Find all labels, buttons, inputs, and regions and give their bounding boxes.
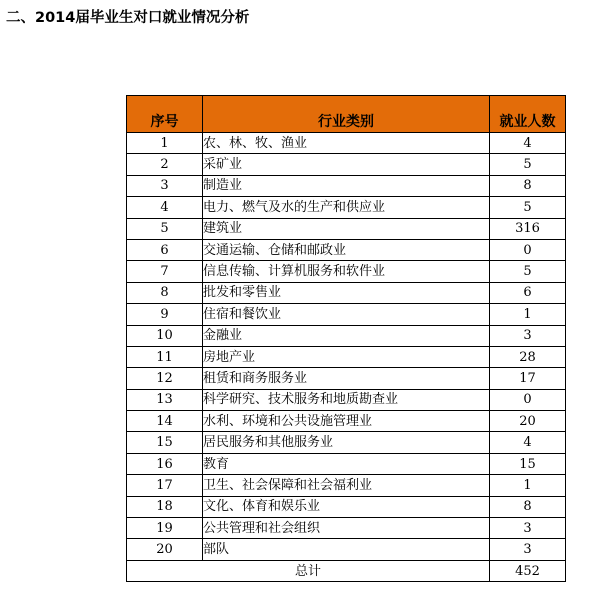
total-label: 总计 [127, 560, 490, 581]
total-count: 452 [490, 560, 566, 581]
row-serial-number: 18 [127, 496, 203, 517]
row-employment-count: 1 [490, 475, 566, 496]
row-employment-count: 17 [490, 368, 566, 389]
row-serial-number: 1 [127, 133, 203, 154]
row-industry-name: 水利、环境和公共设施管理业 [203, 411, 490, 432]
row-employment-count: 0 [490, 389, 566, 410]
table-row [127, 325, 566, 346]
table-row [127, 432, 566, 453]
section-title: 二、2014届毕业生对口就业情况分析 [6, 10, 250, 26]
table-row [127, 197, 566, 218]
row-industry-name: 教育 [203, 453, 490, 474]
table-row [127, 389, 566, 410]
row-employment-count: 5 [490, 154, 566, 175]
header-industry-category: 行业类别 [203, 96, 490, 133]
row-employment-count: 8 [490, 175, 566, 196]
row-employment-count: 3 [490, 325, 566, 346]
row-employment-count: 316 [490, 218, 566, 239]
table-row [127, 475, 566, 496]
table-row [127, 261, 566, 282]
row-serial-number: 12 [127, 368, 203, 389]
table-row [127, 496, 566, 517]
row-employment-count: 5 [490, 197, 566, 218]
header-employment-count: 就业人数 [490, 96, 566, 133]
row-employment-count: 4 [490, 133, 566, 154]
row-serial-number: 13 [127, 389, 203, 410]
table-row [127, 282, 566, 303]
table-row [127, 133, 566, 154]
row-industry-name: 采矿业 [203, 154, 490, 175]
row-serial-number: 5 [127, 218, 203, 239]
row-industry-name: 金融业 [203, 325, 490, 346]
row-serial-number: 8 [127, 282, 203, 303]
row-employment-count: 4 [490, 432, 566, 453]
row-employment-count: 5 [490, 261, 566, 282]
row-industry-name: 租赁和商务服务业 [203, 368, 490, 389]
row-industry-name: 住宿和餐饮业 [203, 304, 490, 325]
row-serial-number: 2 [127, 154, 203, 175]
row-industry-name: 科学研究、技术服务和地质勘查业 [203, 389, 490, 410]
row-employment-count: 28 [490, 346, 566, 367]
row-serial-number: 9 [127, 304, 203, 325]
row-industry-name: 居民服务和其他服务业 [203, 432, 490, 453]
row-employment-count: 1 [490, 304, 566, 325]
row-employment-count: 0 [490, 239, 566, 260]
row-serial-number: 11 [127, 346, 203, 367]
row-serial-number: 3 [127, 175, 203, 196]
total-row [127, 560, 566, 581]
row-serial-number: 4 [127, 197, 203, 218]
row-industry-name: 农、林、牧、渔业 [203, 133, 490, 154]
row-industry-name: 房地产业 [203, 346, 490, 367]
row-serial-number: 10 [127, 325, 203, 346]
row-industry-name: 交通运输、仓储和邮政业 [203, 239, 490, 260]
row-serial-number: 17 [127, 475, 203, 496]
table-row [127, 368, 566, 389]
table-row [127, 453, 566, 474]
table-row [127, 218, 566, 239]
row-industry-name: 制造业 [203, 175, 490, 196]
row-industry-name: 信息传输、计算机服务和软件业 [203, 261, 490, 282]
row-employment-count: 6 [490, 282, 566, 303]
table-row [127, 304, 566, 325]
table-row [127, 175, 566, 196]
row-employment-count: 3 [490, 539, 566, 560]
table-row [127, 239, 566, 260]
header-serial-number: 序号 [127, 96, 203, 133]
table-body [127, 133, 566, 582]
table-row [127, 411, 566, 432]
row-employment-count: 15 [490, 453, 566, 474]
row-employment-count: 8 [490, 496, 566, 517]
row-employment-count: 3 [490, 518, 566, 539]
row-serial-number: 14 [127, 411, 203, 432]
row-industry-name: 建筑业 [203, 218, 490, 239]
row-serial-number: 7 [127, 261, 203, 282]
row-serial-number: 15 [127, 432, 203, 453]
row-serial-number: 6 [127, 239, 203, 260]
employment-table [126, 95, 566, 582]
row-industry-name: 电力、燃气及水的生产和供应业 [203, 197, 490, 218]
row-industry-name: 公共管理和社会组织 [203, 518, 490, 539]
table-row [127, 154, 566, 175]
table-header-row [127, 96, 566, 133]
row-industry-name: 卫生、社会保障和社会福利业 [203, 475, 490, 496]
row-employment-count: 20 [490, 411, 566, 432]
table-row [127, 346, 566, 367]
row-industry-name: 部队 [203, 539, 490, 560]
table-row [127, 518, 566, 539]
row-industry-name: 批发和零售业 [203, 282, 490, 303]
row-serial-number: 20 [127, 539, 203, 560]
row-serial-number: 19 [127, 518, 203, 539]
row-industry-name: 文化、体育和娱乐业 [203, 496, 490, 517]
row-serial-number: 16 [127, 453, 203, 474]
table-row [127, 539, 566, 560]
